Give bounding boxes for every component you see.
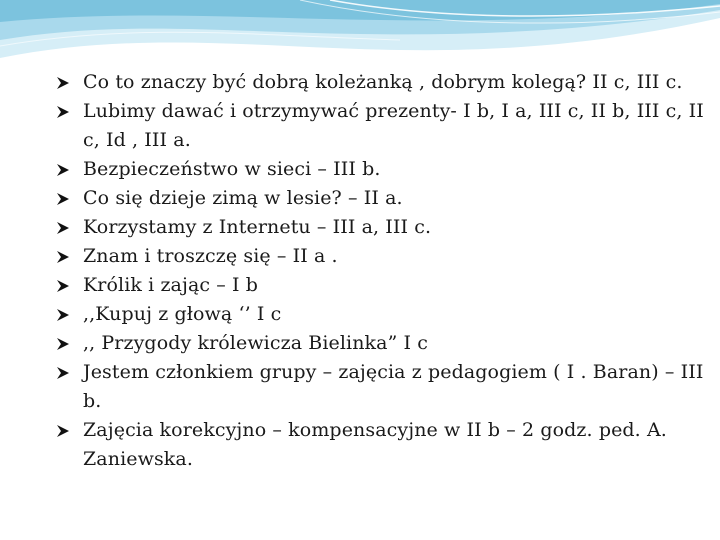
list-item-text: ,, Przygody królewicza Bielinka” I c [83,332,429,354]
list-item-text: Korzystamy z Internetu – III a, III c. [83,216,432,238]
list-item-text: Królik i zając – I b [83,274,259,296]
arrowhead-bullet-icon [56,366,70,380]
list-item [56,242,716,271]
arrowhead-bullet-icon [56,279,70,293]
list-item-text: Znam i troszczę się – II a . [83,245,338,267]
list-item-text: Zajęcia korekcyjno – kompensacyjne w II b – 2 godz. ped. A. Zaniewska. [83,419,667,470]
list-item-text: ,,Kupuj z głową ‘’ I c [83,303,282,325]
arrowhead-bullet-icon [56,76,70,90]
list-item-text: Lubimy dawać i otrzymywać prezenty- I b, I a, III c, II b, III c, II c, Id , III a. [83,100,704,151]
list-item [56,155,716,184]
arrowhead-bullet-icon [56,424,70,438]
list-item-text: Bezpieczeństwo w sieci – III b. [83,158,381,180]
arrowhead-bullet-icon [56,308,70,322]
arrowhead-bullet-icon [56,163,70,177]
list-item [56,300,716,329]
list-item [56,416,716,474]
arrowhead-bullet-icon [56,105,70,119]
bullet-list [56,68,716,474]
list-item-text: Co to znaczy być dobrą koleżanką , dobrym kolegą? II c, III c. [83,71,683,93]
list-item [56,184,716,213]
list-item [56,97,716,155]
list-item [56,68,716,97]
arrowhead-bullet-icon [56,221,70,235]
list-item [56,329,716,358]
slide-content [56,68,716,474]
list-item-text: Co się dzieje zimą w lesie? – II a. [83,187,403,209]
list-item-text: Jestem członkiem grupy – zajęcia z pedagogiem ( I . Baran) – III b. [83,361,704,412]
list-item [56,213,716,242]
list-item [56,271,716,300]
arrowhead-bullet-icon [56,250,70,264]
arrowhead-bullet-icon [56,337,70,351]
arrowhead-bullet-icon [56,192,70,206]
list-item [56,358,716,416]
